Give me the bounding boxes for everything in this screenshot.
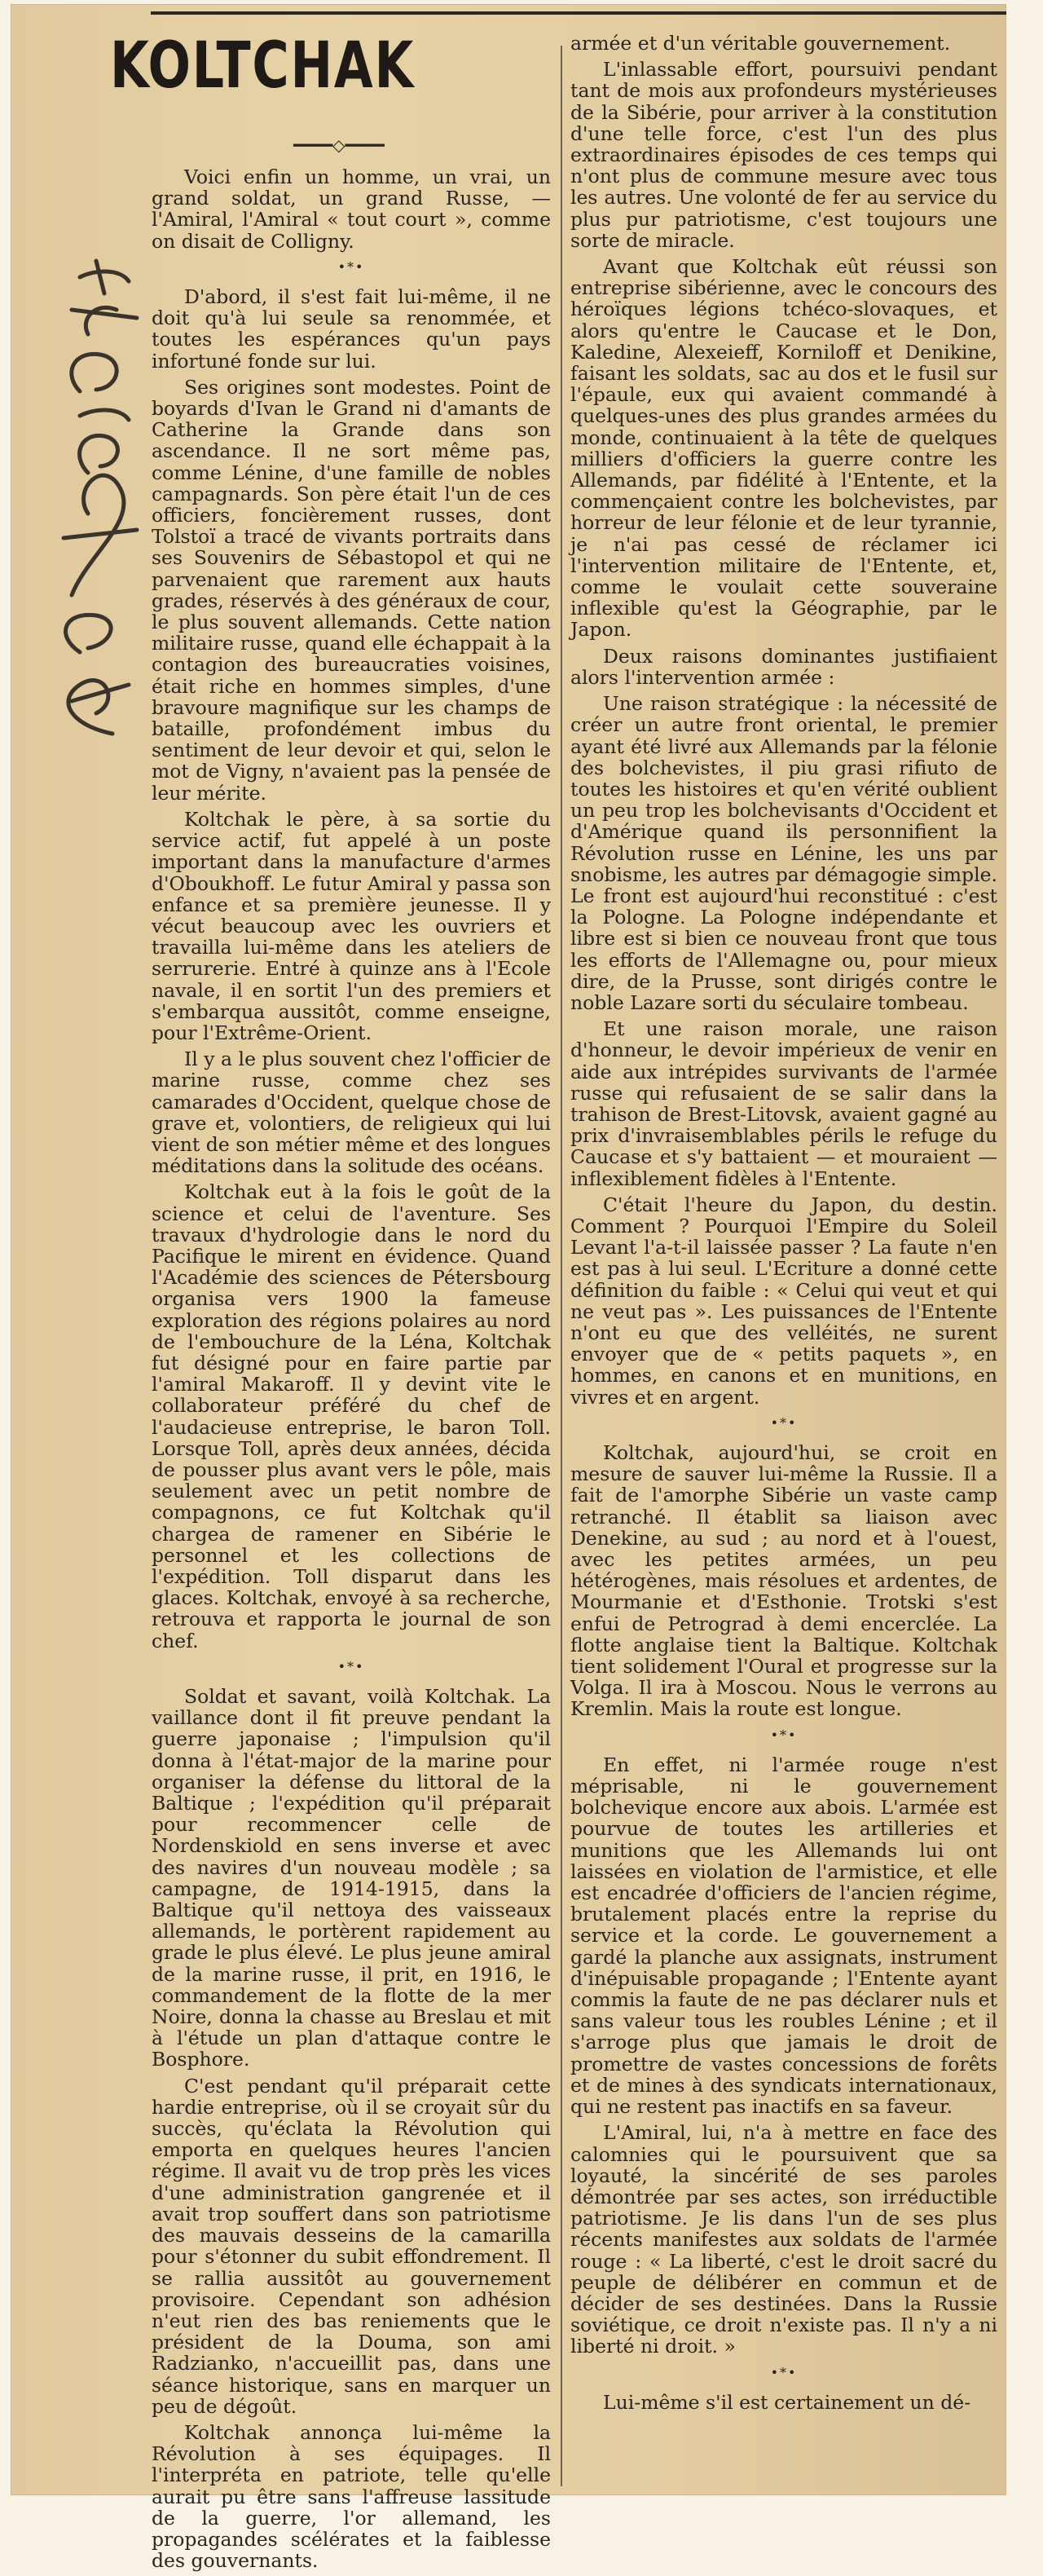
handwritten-note <box>23 245 153 750</box>
paragraph: Voici enfin un homme, un vrai, un grand soldat, un grand Russe, — l'Amiral, l'Amiral « tout court », comme on disait de Colligny. <box>152 165 551 253</box>
article-title: KOLTCHAK <box>110 29 416 103</box>
paragraph: Koltchak annonça lui-même la Révolution à ses équipages. Il l'interpréta en patriote, telle qu'elle aurait pu être sans l'affreuse lassitude de la guerre, l'or allemand, les propagandes scélérates et la faiblesse des gouvernants. <box>152 2420 551 2573</box>
paragraph: Et une raison morale, une raison d'honneur, le devoir impérieux de venir en aide aux intrépides survivants de l'armée russe qui refusaient de se salir dans la trahison de Brest-Litovsk, avaient gagné au prix d'invraisemblables périls le refuge du Caucase et s'y battaient — et mouraient — inflexiblement fidèles à l'Entente. <box>570 1017 997 1190</box>
section-separator: •*• <box>337 1658 365 1674</box>
section-separator: •*• <box>770 2364 798 2380</box>
paragraph: Avant que Koltchak eût réussi son entreprise sibérienne, avec le concours des héroïques légions tchéco-slovaques, et alors qu'entre le Caucase et le Don, Kaledine, Alexeieff, Korniloff et Denikine, faisant les soldats, sac au dos et le fusil sur l'épaule, eux qui avaient commandé à quelques-unes des plus grandes armées du monde, continuaient à la tête de quelques milliers d'officiers la guerre contre les Allemands, par fidélité à l'Entente, et la commençaient contre les bolchevistes, par horreur de leur félonie et de leur tyrannie, je n'ai pas cessé de réclamer ici l'intervention militaire de l'Entente, et, comme le voulait cette souveraine inflexible qu'est la Géographie, par le Japon. <box>570 255 997 642</box>
paragraph: L'Amiral, lui, n'a à mettre en face des calomnies qui le poursuivent que sa loyauté, la sincérité de ses paroles démontrée par ses actes, son irréductible patriotisme. Je lis dans l'un de ses plus récents manifestes aux soldats de l'armée rouge : « La liberté, c'est le droit sacré du peuple de délibérer en commun et de décider de ses destinées. Dans la Russie soviétique, ce droit n'existe pas. Il n'y a ni liberté ni droit. » <box>570 2121 997 2358</box>
column-divider <box>561 46 562 2486</box>
title-ornament: ━━━━◇━━━━ <box>293 135 385 155</box>
paragraph: Une raison stratégique : la nécessité de créer un autre front oriental, le premier ayant été livré aux Allemands par la félonie des bolchevistes, il piu grasi rifiuto de toutes les histoires et qu'en vérité oublient un peu trop les bolchevisants d'Occident et d'Amérique quand ils personnifient la Révolution russe en Lénine, les uns par snobisme, les autres par démagogie simple. Le front est aujourd'hui reconstitué : c'est la Pologne. La Pologne indépendante et libre est si bien ce nouveau front que tous les efforts de l'Allemagne ou, pour mieux dire, de la Prusse, sont dirigés contre le noble Lazare sorti du séculaire tombeau. <box>570 692 997 1014</box>
paragraph: armée et d'un véritable gouvernement. <box>570 32 951 55</box>
paragraph: L'inlassable effort, poursuivi pendant tant de mois aux profondeurs mystérieuses de la Sibérie, pour arriver à la constitution d'une telle force, c'est l'un des plus extraordinaires épisodes de ces temps qui n'ont plus de commune mesure avec tous les autres. Une volonté de fer au service du plus pur patriotisme, c'est toujours une sorte de miracle. <box>570 58 997 252</box>
paragraph: C'est pendant qu'il préparait cette hardie entreprise, où il se croyait sûr du succès, qu'éclata la Révolution qui emporta en quelques heures l'ancien régime. Il avait vu de trop près les vices d'une administration gangrenée et il avait trop souffert dans son patriotisme des mauvais desseins de la camarilla pour s'étonner du subit effondrement. Il se rallia aussitôt au gouvernement provisoire. Cependant son adhésion n'eut rien des bas reniements que le président de la Douma, son ami Radzianko, n'accueillit pas, dans une séance historique, sans en marquer un peu de dégoût. <box>152 2074 551 2418</box>
paragraph: Deux raisons dominantes justifiaient alors l'intervention armée : <box>570 644 997 689</box>
paragraph: Ses origines sont modestes. Point de boyards d'Ivan le Grand ni d'amants de Catherine la Grande dans son ascendance. Il ne sort même pas, comme Lénine, d'une famille de nobles campagnards. Son père était l'un de ces officiers, foncièrement russes, dont Tolstoï a tracé de vivants portraits dans ses Souvenirs de Sébastopol et qui ne parvenaient que rarement aux hauts grades, réservés à des généraux de cour, le plus souvent allemands. Cette nation militaire russe, quand elle échappait à la contagion des bureaucraties voisines, était riche en hommes simples, d'une bravoure magnifique sur les champs de bataille, profondément imbus du sentiment de leur devoir et qui, selon le mot de Vigny, n'avaient pas la pensée de leur mérite. <box>152 375 551 805</box>
paragraph: D'abord, il s'est fait lui-même, il ne doit qu'à lui seule sa renommée, et toutes les espérances qu'un pays infortuné fonde sur lui. <box>152 285 551 373</box>
paragraph: Soldat et savant, voilà Koltchak. La vaillance dont il fit preuve pendant la guerre japonaise ; l'impulsion qu'il donna à l'état-major de la marine pour organiser la défense du littoral de la Baltique ; l'expédition qu'il préparait pour recommencer celle de Nordenskiold en sens inverse et avec des navires d'un nouveau modèle ; sa campagne, de 1914-1915, dans la Baltique qu'il nettoya des vaisseaux allemands, le portèrent rapidement au grade le plus élevé. Le plus jeune amiral de la marine russe, il prit, en 1916, le commandement de la flotte de la mer Noire, donna la chasse au Breslau et mit à l'étude un plan d'attaque contre le Bosphore. <box>152 1685 551 2071</box>
column-left <box>152 166 551 2576</box>
column-right <box>570 33 997 2418</box>
paragraph: Koltchak le père, à sa sortie du service actif, fut appelé à un poste important dans la manufacture d'armes d'Oboukhoff. Le futur Amiral y passa son enfance et sa première jeunesse. Il y vécut beaucoup avec les ouvriers et travailla lui-même dans les ateliers de serrurerie. Entré à quinze ans à l'Ecole navale, il en sortit l'un des premiers et s'embarqua aussitôt, comme enseigne, pour l'Extrême-Orient. <box>152 807 551 1044</box>
paragraph: Lui-même s'il est certainement un dé- <box>603 2390 971 2414</box>
paragraph: En effet, ni l'armée rouge n'est méprisable, ni le gouvernement bolchevique encore aux abois. L'armée est pourvue de toutes les artilleries et munitions que les Allemands lui ont laissées en violation de l'armistice, et elle est encadrée d'officiers de l'ancien régime, brutalement placés entre la reprise du service et la corde. Le gouvernement a gardé la planche aux assignats, instrument d'inépuisable propagande ; l'Entente ayant commis la faute de ne pas déclarer nuls et sans valeur tous les roubles Lénine ; et il s'arroge plus que jamais le droit de promettre de vastes concessions de forêts et de mines à des syndicats internationaux, qui ne restent pas inactifs en sa faveur. <box>570 1753 997 2119</box>
section-separator: •*• <box>770 1727 798 1743</box>
section-separator: •*• <box>770 1414 798 1431</box>
section-separator: •*• <box>337 258 365 275</box>
top-rule <box>151 11 1006 15</box>
paragraph: Il y a le plus souvent chez l'officier de marine russe, comme chez ses camarades d'Occident, quelque chose de grave et, volontiers, de religieux qui lui vient de son métier même et des longues méditations dans la solitude des océans. <box>152 1048 551 1178</box>
paragraph: Koltchak, aujourd'hui, se croit en mesure de sauver lui-même la Russie. Il a fait de l'amorphe Sibérie un vaste camp retranché. Il établit sa liaison avec Denekine, au sud ; au nord et à l'ouest, avec les petites armées, un peu hétérogènes, mais résolues et ardentes, de Mourmanie et d'Esthonie. Trotski s'est enfui de Petrograd à demi encerclée. La flotte anglaise tient la Baltique. Koltchak tient solidement l'Oural et progresse sur la Volga. Il ira à Moscou. Nous le verrons au Kremlin. Mais la route est longue. <box>570 1441 997 1721</box>
paragraph: Koltchak eut à la fois le goût de la science et celui de l'aventure. Ses travaux d'hydrologie dans le nord du Pacifique le mirent en évidence. Quand l'Académie des sciences de Pétersbourg organisa vers 1900 la fameuse exploration des régions polaires au nord de l'embouchure de la Léna, Koltchak fut désigné pour en faire partie par l'amiral Makaroff. Il y devint vite le collaborateur préféré du chef de l'audacieuse entreprise, le baron Toll. Lorsque Toll, après deux années, décida de pousser plus avant vers le pôle, mais seulement avec un petit nombre de compagnons, ce fut Koltchak qu'il chargea de ramener en Sibérie le personnel et les collections de l'expédition. Toll disparut dans les glaces. Koltchak, envoyé à sa recherche, retrouva et rapporta le journal de son chef. <box>152 1180 551 1652</box>
paragraph: C'était l'heure du Japon, du destin. Comment ? Pourquoi l'Empire du Soleil Levant l'a-t-il laissée passer ? La faute n'en est pas à lui seul. L'Ecriture a donné cette définition du faible : « Celui qui veut et qui ne veut pas ». Les puissances de l'Entente n'ont eu que des velléités, ne surent envoyer que de « petits paquets », en hommes, en canons et en munitions, en vivres et en argent. <box>570 1193 997 1409</box>
